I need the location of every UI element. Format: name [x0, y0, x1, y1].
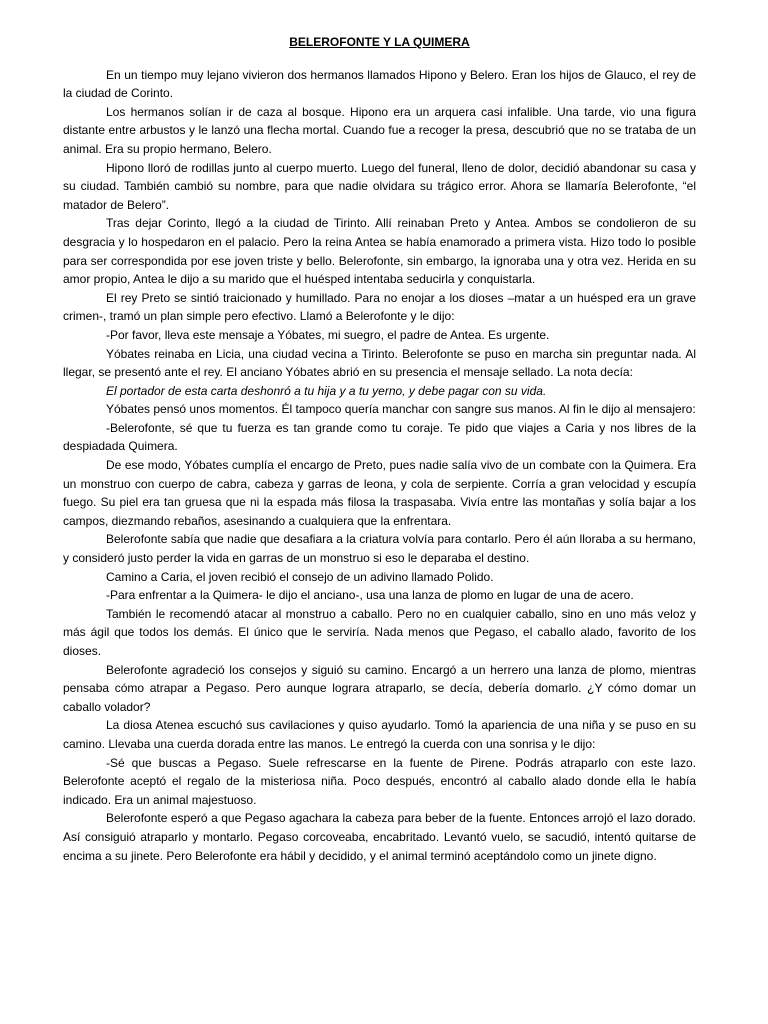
document-title: BELEROFONTE Y LA QUIMERA: [289, 35, 470, 49]
paragraph: Camino a Caria, el joven recibió el consejo de un adivino llamado Polido.: [106, 569, 494, 584]
paragraph: Yóbates pensó unos momentos. Él tampoco quería manchar con sangre sus manos. Al fin le dijo al mensajero:: [106, 402, 696, 417]
paragraph: -Belerofonte, sé que tu fuerza es tan grande como tu coraje. Te pido que viajes a Caria y nos libres de la despiadada Quimera.: [63, 420, 696, 454]
paragraph: Tras dejar Corinto, llegó a la ciudad de Tirinto. Allí reinaban Preto y Antea. Ambos se condolieron de su desgracia y lo hospedaron en el palacio. Pero la reina Antea se había enamorado a primera vista. Hizo todo lo posible para ser correspondida por ese joven triste y bello. Belerofonte, sin embargo, la ignoraba una y otra vez. Herida en su amor propio, Antea le dijo a su marido que el huésped intentaba seducirla y conquistarla.: [63, 216, 696, 287]
paragraph: -Sé que buscas a Pegaso. Suele refrescarse en la fuente de Pirene. Podrás atraparlo con este lazo. Belerofonte aceptó el regalo de la misteriosa niña. Poco después, encontró al caballo alado donde ella le había indicado. Era un animal majestuoso.: [63, 755, 696, 807]
document-page: [63, 33, 696, 865]
paragraph: Yóbates reinaba en Licia, una ciudad vecina a Tirinto. Belerofonte se puso en marcha sin preguntar nada. Al llegar, se presentó ante el rey. El anciano Yóbates abrió en su presencia el mensaje sellado. La nota decía:: [63, 346, 696, 380]
paragraph: La diosa Atenea escuchó sus cavilaciones y quiso ayudarlo. Tomó la apariencia de una niña y se puso en su camino. Llevaba una cuerda dorada entre las manos. Le entregó la cuerda con una sonrisa y le dijo:: [63, 718, 696, 751]
paragraph: -Por favor, lleva este mensaje a Yóbates, mi suegro, el padre de Antea. Es urgente.: [106, 327, 550, 342]
paragraph: Belerofonte sabía que nadie que desafiara a la criatura volvía para contarlo. Pero él aún lloraba a su hermano, y consideró justo perder la vida en garras de un monstruo si eso le deparaba el destino.: [63, 532, 696, 566]
paragraph: El rey Preto se sintió traicionado y humillado. Para no enojar a los dioses –matar a un huésped era un grave crimen-, tramó un plan simple pero efectivo. Llamó a Belerofonte y le dijo:: [63, 290, 696, 324]
paragraph: Los hermanos solían ir de caza al bosque. Hipono era un arquera casi infalible. Una tarde, vio una figura distante entre arbustos y le lanzó una flecha mortal. Cuando fue a recoger la presa, descubrió que no se trataba de un animal. Era su propio hermano, Belero.: [63, 104, 696, 156]
paragraph: De ese modo, Yóbates cumplía el encargo de Preto, pues nadie salía vivo de un combate con la Quimera. Era un monstruo con cuerpo de cabra, cabeza y garras de leona, y cola de serpiente. Corría a gran velocidad y escupía fuego. Su piel era tan gruesa que ni la espada más filosa la traspasaba. Vivía entre las montañas y solía bajar a los campos, diezmando rebaños, asesinando a cualquiera que la enfrentara.: [63, 458, 696, 528]
paragraph: En un tiempo muy lejano vivieron dos hermanos llamados Hipono y Belero. Eran los hijos de Glauco, el rey de la ciudad de Corinto.: [63, 67, 696, 101]
paragraph: Belerofonte agradeció los consejos y siguió su camino. Encargó a un herrero una lanza de plomo, mientras pensaba cómo atrapar a Pegaso. Pero aunque lograra atraparlo, se decía, debería domarlo. ¿Y cómo domar un caballo volador?: [63, 662, 696, 714]
paragraph: Hipono lloró de rodillas junto al cuerpo muerto. Luego del funeral, lleno de dolor, decidió abandonar su casa y su ciudad. También cambió su nombre, para que nadie olvidara su trágico error. Ahora se llamaría Belerofonte, “el matador de Belero”.: [63, 160, 696, 212]
quoted-letter: El portador de esta carta deshonró a tu hija y a tu yerno, y debe pagar con su vida.: [106, 383, 547, 398]
paragraph: También le recomendó atacar al monstruo a caballo. Pero no en cualquier caballo, sino en uno más veloz y más ágil que todos los demás. El único que le serviría. Nada menos que Pegaso, el caballo alado, favorito de los dioses.: [63, 606, 696, 658]
paragraph: -Para enfrentar a la Quimera- le dijo el anciano-, usa una lanza de plomo en lugar de una de acero.: [106, 588, 634, 603]
paragraph: Belerofonte esperó a que Pegaso agachara la cabeza para beber de la fuente. Entonces arrojó el lazo dorado. Así consiguió atraparlo y montarlo. Pegaso corcoveaba, encabritado. Levantó vuelo, se sacudió, intentó quitarse de encima a su jinete. Pero Belerofonte era hábil y decidido, y el animal terminó aceptándolo como un jinete digno.: [63, 811, 696, 863]
